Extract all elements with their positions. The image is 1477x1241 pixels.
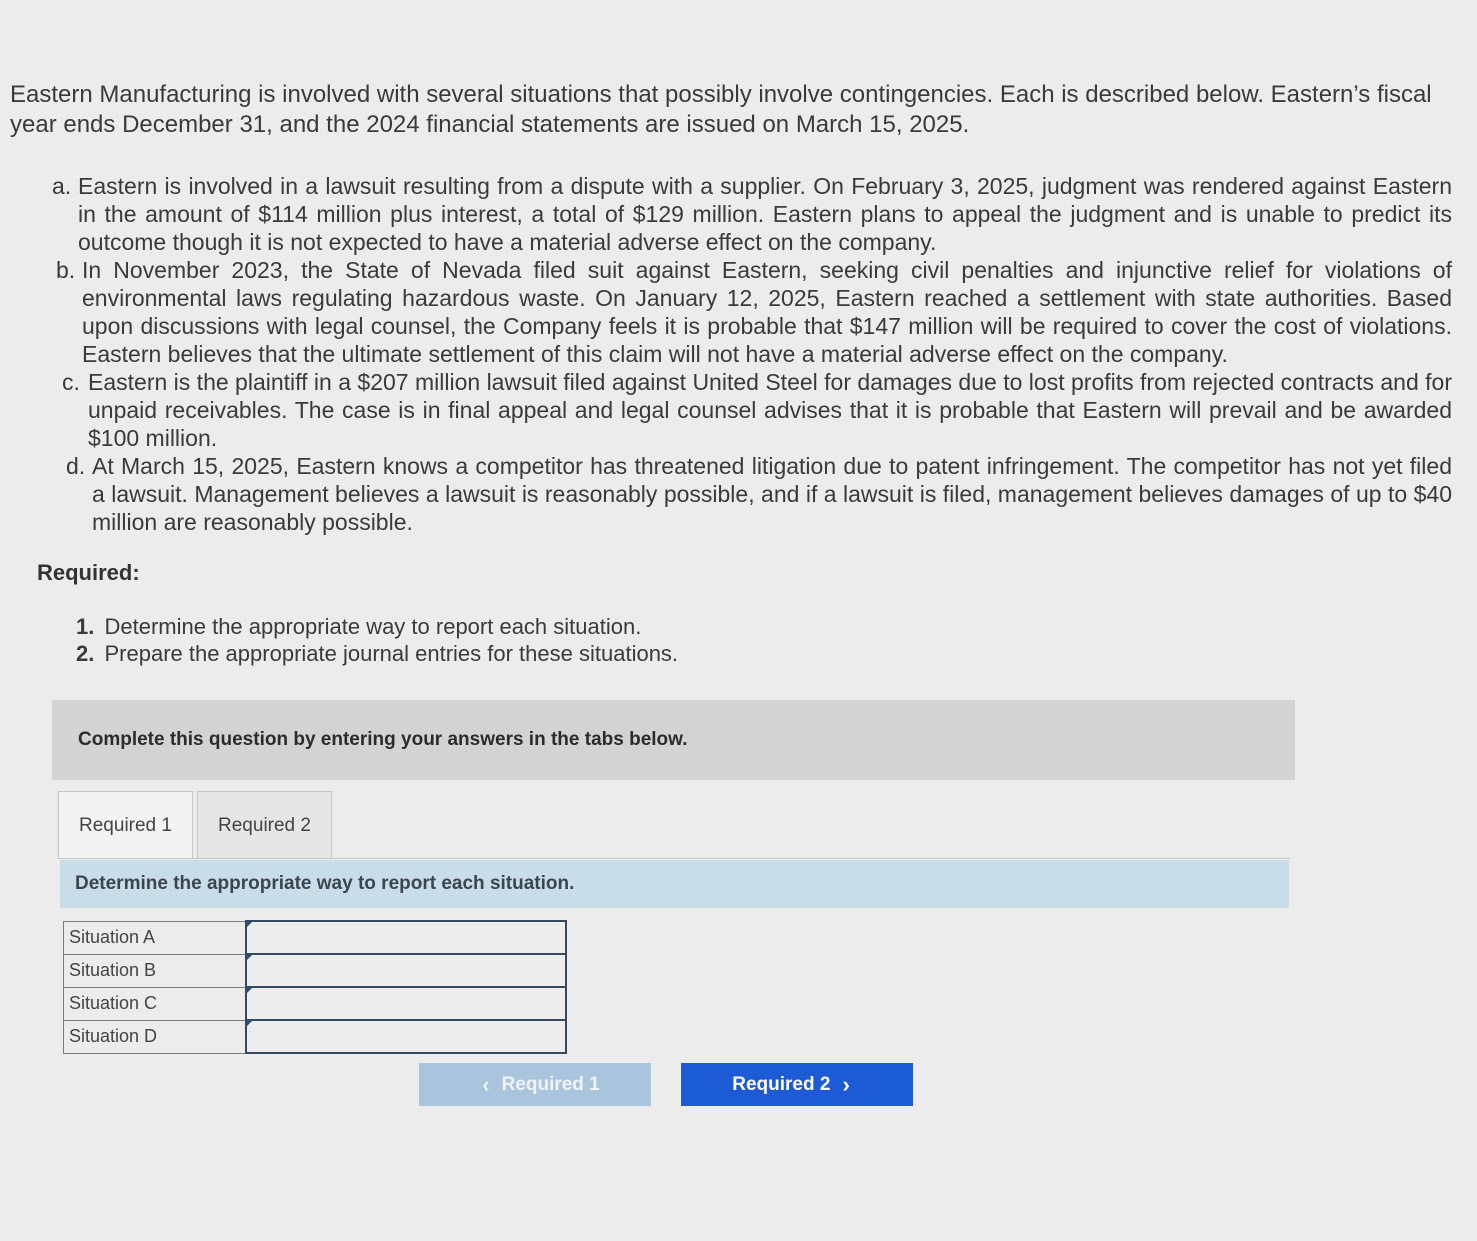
tab-label: Required 2 bbox=[218, 814, 311, 836]
requirement-item bbox=[76, 640, 678, 667]
answer-table bbox=[63, 920, 567, 1054]
required-heading: Required: bbox=[37, 560, 140, 585]
situation-d-select[interactable] bbox=[247, 1021, 565, 1052]
table-row bbox=[64, 987, 567, 1020]
table-row bbox=[64, 1020, 567, 1053]
requirement-text: Determine the appropriate way to report each situation. bbox=[104, 614, 642, 639]
situation-c-label: Situation C bbox=[64, 987, 247, 1020]
scenario-item-c bbox=[62, 368, 1452, 452]
scenario-text: In November 2023, the State of Nevada filed suit against Eastern, seeking civil penalties and injunctive relief for violations of environmental laws regulating hazardous waste. On January 12, 2025, Eastern reached a settlement with state authorities. Based upon discussions with legal counsel, the Company feels it is probable that $147 million will be required to cover the cost of violations. Eastern believes that the ultimate settlement of this claim will not have a material adverse effect on the company. bbox=[82, 257, 1452, 367]
scenario-letter: b. bbox=[56, 257, 76, 283]
requirement-number: 1. bbox=[76, 614, 95, 639]
scenario-item-d bbox=[66, 452, 1452, 536]
problem-intro: Eastern Manufacturing is involved with several situations that possibly involve contingencies. Each is described below. Eastern’s fiscal year ends December 31, and the 2024 financial statements are issued on March 15, 2025. bbox=[10, 81, 1432, 138]
scenario-item-b bbox=[56, 256, 1452, 368]
tab-label: Required 1 bbox=[79, 814, 172, 836]
chevron-left-icon: ‹ bbox=[482, 1071, 490, 1097]
next-required-2-button[interactable] bbox=[681, 1063, 913, 1106]
situation-b-select[interactable] bbox=[247, 955, 565, 986]
requirement-list bbox=[76, 613, 678, 667]
tab-divider bbox=[58, 858, 1290, 859]
scenario-letter: d. bbox=[66, 453, 86, 479]
prev-required-1-button[interactable] bbox=[419, 1063, 651, 1106]
situation-d-dropdown[interactable] bbox=[246, 1020, 566, 1053]
situation-d-label: Situation D bbox=[64, 1020, 247, 1053]
scenario-item-a bbox=[52, 172, 1452, 256]
scenario-letter: c. bbox=[62, 369, 80, 395]
instruction-banner bbox=[52, 700, 1295, 780]
situation-b-label: Situation B bbox=[64, 954, 247, 987]
tab-bar bbox=[58, 791, 336, 859]
table-row bbox=[64, 954, 567, 987]
tab-required-1[interactable] bbox=[58, 791, 193, 859]
prev-button-label: Required 1 bbox=[501, 1073, 600, 1095]
scenario-letter: a. bbox=[52, 173, 72, 199]
instruction-text: Complete this question by entering your answers in the tabs below. bbox=[78, 729, 688, 750]
next-button-label: Required 2 bbox=[732, 1073, 831, 1095]
question-prompt bbox=[60, 860, 1289, 908]
scenario-text: Eastern is the plaintiff in a $207 million lawsuit filed against United Steel for damages due to lost profits from rejected contracts and for unpaid receivables. The case is in final appeal and legal counsel advises that it is probable that Eastern will prevail and be awarded $100 million. bbox=[88, 369, 1452, 451]
requirement-text: Prepare the appropriate journal entries for these situations. bbox=[104, 641, 679, 666]
scenario-text: At March 15, 2025, Eastern knows a competitor has threatened litigation due to patent infringement. The competitor has not yet filed a lawsuit. Management believes a lawsuit is reasonably possible, and if a lawsuit is filed, management believes damages of up to $40 million are reasonably possible. bbox=[92, 453, 1452, 535]
table-row bbox=[64, 921, 567, 954]
situation-b-dropdown[interactable] bbox=[246, 954, 566, 987]
situation-a-select[interactable] bbox=[247, 922, 565, 953]
situation-a-label: Situation A bbox=[64, 921, 247, 954]
prompt-text: Determine the appropriate way to report each situation. bbox=[75, 873, 575, 894]
scenario-text: Eastern is involved in a lawsuit resulting from a dispute with a supplier. On February 3, 2025, judgment was rendered against Eastern in the amount of $114 million plus interest, a total of $129 million. Eastern plans to appeal the judgment and is unable to predict its outcome though it is not expected to have a material adverse effect on the company. bbox=[78, 173, 1452, 255]
situation-c-dropdown[interactable] bbox=[246, 987, 566, 1020]
requirement-number: 2. bbox=[76, 641, 95, 666]
scenario-list bbox=[52, 172, 1452, 536]
situation-a-dropdown[interactable] bbox=[246, 921, 566, 954]
chevron-right-icon: › bbox=[842, 1071, 850, 1097]
requirement-item bbox=[76, 613, 678, 640]
situation-c-select[interactable] bbox=[247, 988, 565, 1019]
tab-required-2[interactable] bbox=[197, 791, 332, 859]
